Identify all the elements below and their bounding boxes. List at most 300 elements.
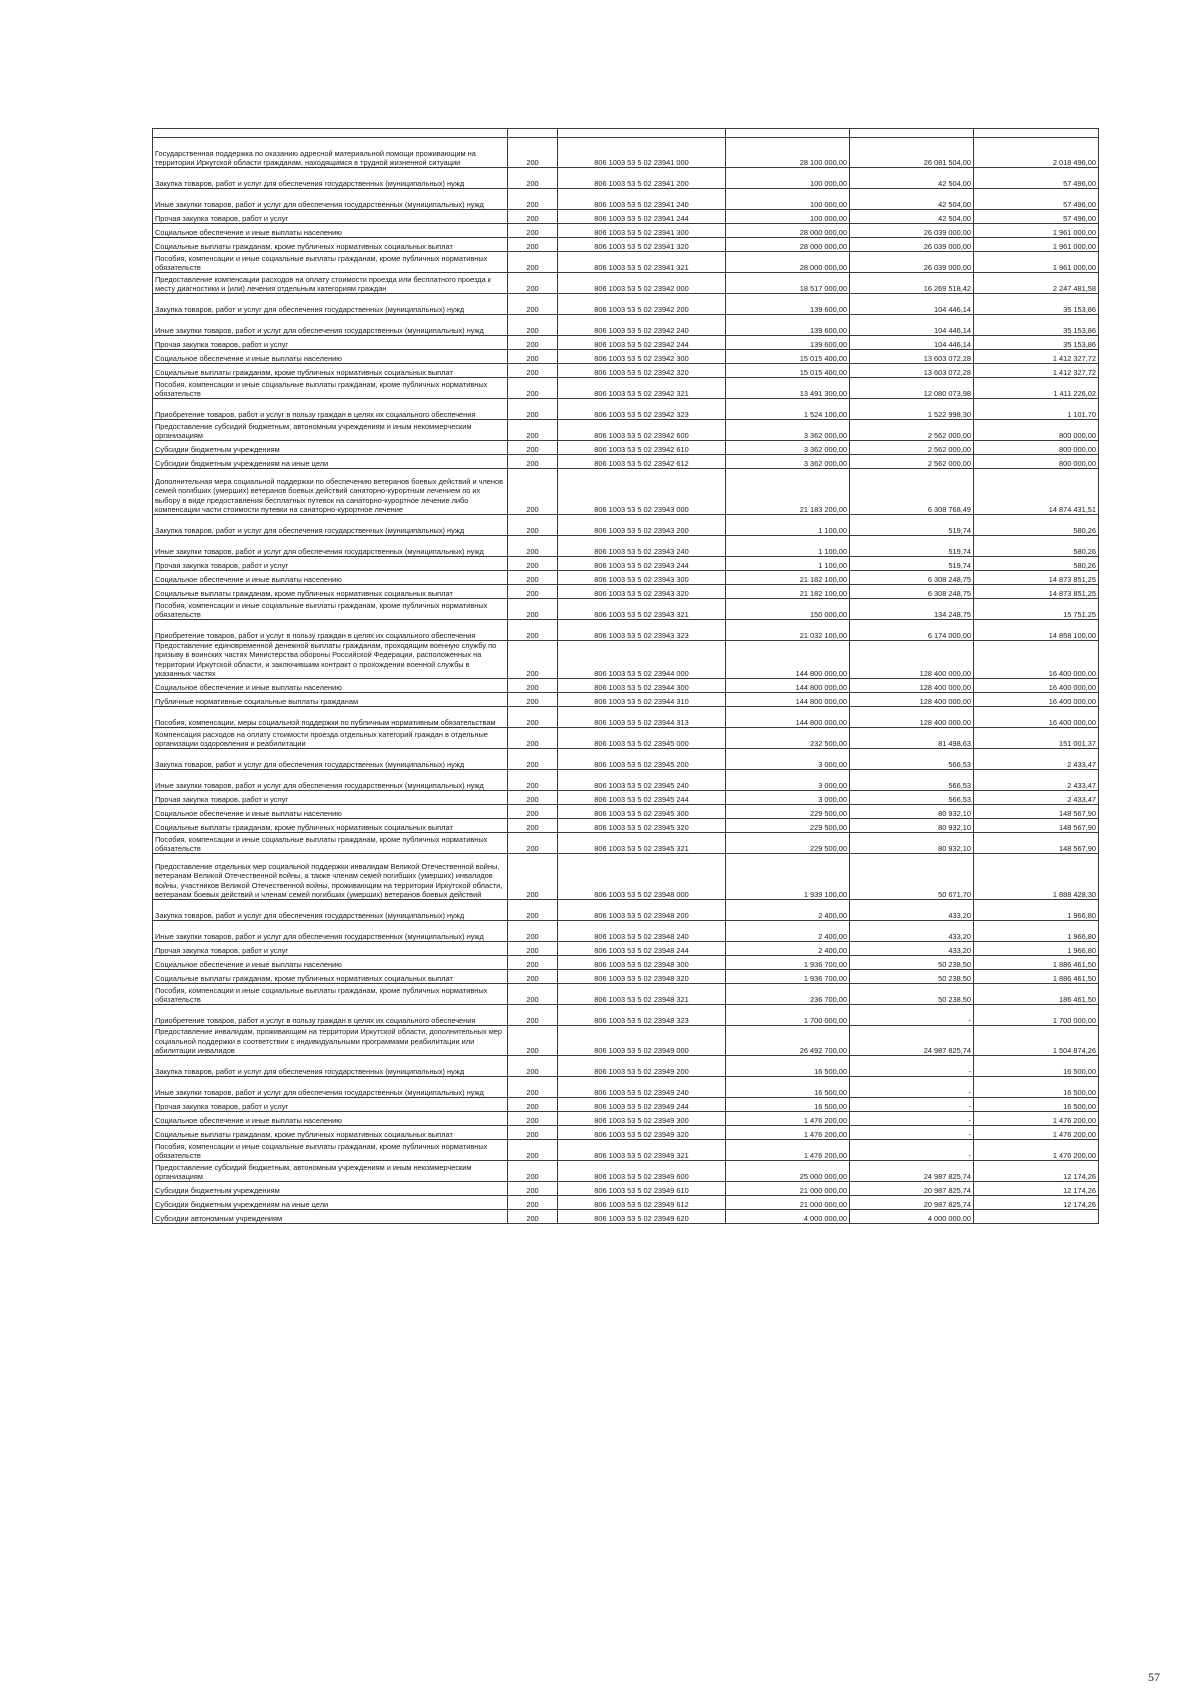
cell-unexecuted-amount: 2 018 496,00: [974, 138, 1099, 168]
cell-line-code: 200: [508, 1056, 558, 1077]
table-row: [153, 900, 1099, 921]
cell-executed-amount: 42 504,00: [850, 210, 974, 224]
cell-executed-amount: 4 000 000,00: [850, 1210, 974, 1224]
cell-budget-classification-code: 806 1003 53 5 02 23942 000: [558, 273, 726, 294]
cell-line-code: 200: [508, 1005, 558, 1026]
table-row: [153, 1196, 1099, 1210]
table-row: [153, 942, 1099, 956]
table-row: [153, 252, 1099, 273]
cell-executed-amount: -: [850, 1005, 974, 1026]
cell-executed-amount: 104 446,14: [850, 336, 974, 350]
cell-line-code: 200: [508, 641, 558, 679]
cell-line-code: 200: [508, 942, 558, 956]
cell-unexecuted-amount: 14 873 851,25: [974, 571, 1099, 585]
cell-budget-classification-code: 806 1003 53 5 02 23941 320: [558, 238, 726, 252]
table-row: [153, 679, 1099, 693]
cell-approved-amount: 1 476 200,00: [726, 1112, 850, 1126]
cell-name: Пособия, компенсации и иные социальные выплаты гражданам, кроме публичных нормативных обязательств: [153, 833, 508, 854]
cell-unexecuted-amount: 800 000,00: [974, 455, 1099, 469]
cell-executed-amount: 1 522 998,30: [850, 399, 974, 420]
cell-budget-classification-code: 806 1003 53 5 02 23949 000: [558, 1026, 726, 1056]
cell-name: Приобретение товаров, работ и услуг в пользу граждан в целях их социального обеспечения: [153, 399, 508, 420]
cell-executed-amount: 80 932,10: [850, 819, 974, 833]
cell-name: Предоставление отдельных мер социальной поддержки инвалидам Великой Отечественной войны, ветеранам Великой Отечественной войны, а также членам семей погибших (умерших) инвалидов войны, участников Великой Отечественной войны, проживающим на территории Иркутской области, ветеранам боевых действий и членам семей погибших (умерших) ветеранов боевых действий: [153, 854, 508, 900]
table-row: [153, 455, 1099, 469]
table-row: [153, 1056, 1099, 1077]
cell-executed-amount: 433,20: [850, 921, 974, 942]
cell-line-code: 200: [508, 1140, 558, 1161]
cell-name: Закупка товаров, работ и услуг для обеспечения государственных (муниципальных) нужд: [153, 900, 508, 921]
table-row: [153, 854, 1099, 900]
cell-executed-amount: 50 238,50: [850, 956, 974, 970]
cell-line-code: 200: [508, 921, 558, 942]
table-row: [153, 1210, 1099, 1224]
cell-name: Иные закупки товаров, работ и услуг для обеспечения государственных (муниципальных) нужд: [153, 921, 508, 942]
cell-approved-amount: 3 362 000,00: [726, 441, 850, 455]
cell-approved-amount: 229 500,00: [726, 819, 850, 833]
cell-unexecuted-amount: 57 496,00: [974, 168, 1099, 189]
cell-line-code: 200: [508, 378, 558, 399]
cell-line-code: 200: [508, 1196, 558, 1210]
cell-approved-amount: 139 600,00: [726, 294, 850, 315]
cell-unexecuted-amount: 1 886 461,50: [974, 956, 1099, 970]
cell-line-code: 200: [508, 900, 558, 921]
cell-budget-classification-code: 806 1003 53 5 02 23949 612: [558, 1196, 726, 1210]
cell-unexecuted-amount: 2 247 481,58: [974, 273, 1099, 294]
table-row: [153, 819, 1099, 833]
cell-budget-classification-code: 806 1003 53 5 02 23945 200: [558, 749, 726, 770]
cell-budget-classification-code: 806 1003 53 5 02 23942 610: [558, 441, 726, 455]
cell-executed-amount: 566,53: [850, 749, 974, 770]
cell-line-code: 200: [508, 791, 558, 805]
cell-budget-classification-code: 806 1003 53 5 02 23948 000: [558, 854, 726, 900]
cell-unexecuted-amount: 57 496,00: [974, 210, 1099, 224]
cell-unexecuted-amount: 1 966,80: [974, 900, 1099, 921]
cell-budget-classification-code: 806 1003 53 5 02 23949 610: [558, 1182, 726, 1196]
cell-approved-amount: 13 491 300,00: [726, 378, 850, 399]
cell-unexecuted-amount: 16 500,00: [974, 1077, 1099, 1098]
cell-name: Дополнительная мера социальной поддержки по обеспечению ветеранов боевых действий и членов семей погибших (умерших) ветеранов боевых действий санаторно-курортным лечением по их выбору в виде предоставления бесплатных путевок на санаторно-курортное лечение либо компенсации части стоимости путевки на санаторно-курортное лечение: [153, 469, 508, 515]
cell-line-code: 200: [508, 210, 558, 224]
cell-line-code: 200: [508, 441, 558, 455]
table-row: [153, 599, 1099, 620]
cell-approved-amount: 2 400,00: [726, 942, 850, 956]
cell-empty: [508, 129, 558, 138]
cell-empty: [558, 129, 726, 138]
cell-approved-amount: 15 015 400,00: [726, 364, 850, 378]
cell-name: Прочая закупка товаров, работ и услуг: [153, 942, 508, 956]
cell-unexecuted-amount: 2 433,47: [974, 770, 1099, 791]
table-row: [153, 1098, 1099, 1112]
cell-budget-classification-code: 806 1003 53 5 02 23945 321: [558, 833, 726, 854]
cell-executed-amount: 26 039 000,00: [850, 224, 974, 238]
table-row: [153, 1005, 1099, 1026]
cell-name: Социальные выплаты гражданам, кроме публичных нормативных социальных выплат: [153, 970, 508, 984]
cell-name: Прочая закупка товаров, работ и услуг: [153, 336, 508, 350]
cell-name: Предоставление единовременной денежной выплаты гражданам, проходящим военную службу по призыву в воинских частях Министерства обороны Российской Федерации, расположенных на территории Иркутской области, и заключившим контракт о прохождении военной службы в указанных частях: [153, 641, 508, 679]
cell-name: Иные закупки товаров, работ и услуг для обеспечения государственных (муниципальных) нужд: [153, 770, 508, 791]
cell-budget-classification-code: 806 1003 53 5 02 23942 320: [558, 364, 726, 378]
cell-budget-classification-code: 806 1003 53 5 02 23942 300: [558, 350, 726, 364]
cell-approved-amount: 28 000 000,00: [726, 224, 850, 238]
cell-budget-classification-code: 806 1003 53 5 02 23945 320: [558, 819, 726, 833]
cell-line-code: 200: [508, 693, 558, 707]
cell-unexecuted-amount: 57 496,00: [974, 189, 1099, 210]
cell-executed-amount: 80 932,10: [850, 833, 974, 854]
cell-name: Социальное обеспечение и иные выплаты населению: [153, 571, 508, 585]
cell-line-code: 200: [508, 252, 558, 273]
cell-budget-classification-code: 806 1003 53 5 02 23949 200: [558, 1056, 726, 1077]
table-row: [153, 641, 1099, 679]
table-row: [153, 399, 1099, 420]
cell-approved-amount: 3 362 000,00: [726, 455, 850, 469]
cell-executed-amount: 128 400 000,00: [850, 707, 974, 728]
cell-approved-amount: 16 500,00: [726, 1056, 850, 1077]
cell-executed-amount: 26 039 000,00: [850, 252, 974, 273]
cell-executed-amount: 104 446,14: [850, 294, 974, 315]
cell-approved-amount: 1 700 000,00: [726, 1005, 850, 1026]
cell-executed-amount: 13 603 072,28: [850, 350, 974, 364]
cell-budget-classification-code: 806 1003 53 5 02 23944 000: [558, 641, 726, 679]
cell-line-code: 200: [508, 956, 558, 970]
cell-name: Пособия, компенсации и иные социальные выплаты гражданам, кроме публичных нормативных обязательств: [153, 378, 508, 399]
table-row: [153, 189, 1099, 210]
table-row: [153, 294, 1099, 315]
cell-unexecuted-amount: 1 412 327,72: [974, 364, 1099, 378]
cell-name: Государственная поддержка по оказанию адресной материальной помощи проживающим на территории Иркутской области гражданам, находящимся в трудной жизненной ситуации: [153, 138, 508, 168]
cell-approved-amount: 229 500,00: [726, 805, 850, 819]
table-row: [153, 557, 1099, 571]
cell-line-code: 200: [508, 455, 558, 469]
cell-executed-amount: 20 987 825,74: [850, 1182, 974, 1196]
table-row: [153, 210, 1099, 224]
cell-line-code: 200: [508, 138, 558, 168]
cell-approved-amount: 1 100,00: [726, 557, 850, 571]
cell-approved-amount: 232 500,00: [726, 728, 850, 749]
cell-unexecuted-amount: 1 961 000,00: [974, 238, 1099, 252]
cell-approved-amount: 18 517 000,00: [726, 273, 850, 294]
cell-line-code: 200: [508, 679, 558, 693]
table-row: [153, 515, 1099, 536]
cell-name: Иные закупки товаров, работ и услуг для обеспечения государственных (муниципальных) нужд: [153, 536, 508, 557]
cell-executed-amount: 134 248,75: [850, 599, 974, 620]
cell-approved-amount: 1 476 200,00: [726, 1126, 850, 1140]
cell-name: Предоставление компенсации расходов на оплату стоимости проезда или бесплатного проезда к месту диагностики и (или) лечения отдельным категориям граждан: [153, 273, 508, 294]
cell-budget-classification-code: 806 1003 53 5 02 23941 300: [558, 224, 726, 238]
cell-budget-classification-code: 806 1003 53 5 02 23943 200: [558, 515, 726, 536]
cell-approved-amount: 3 000,00: [726, 791, 850, 805]
cell-name: Социальное обеспечение и иные выплаты населению: [153, 805, 508, 819]
cell-unexecuted-amount: 1 101,70: [974, 399, 1099, 420]
cell-line-code: 200: [508, 1077, 558, 1098]
cell-unexecuted-amount: 1 700 000,00: [974, 1005, 1099, 1026]
cell-executed-amount: 80 932,10: [850, 805, 974, 819]
cell-budget-classification-code: 806 1003 53 5 02 23948 200: [558, 900, 726, 921]
table-row: [153, 749, 1099, 770]
cell-approved-amount: 1 936 700,00: [726, 956, 850, 970]
table-row: [153, 1140, 1099, 1161]
cell-approved-amount: 25 000 000,00: [726, 1161, 850, 1182]
table-row: [153, 833, 1099, 854]
cell-line-code: 200: [508, 854, 558, 900]
cell-unexecuted-amount: 800 000,00: [974, 441, 1099, 455]
cell-unexecuted-amount: 16 500,00: [974, 1056, 1099, 1077]
cell-approved-amount: 1 100,00: [726, 536, 850, 557]
cell-line-code: 200: [508, 1112, 558, 1126]
cell-name: Публичные нормативные социальные выплаты гражданам: [153, 693, 508, 707]
cell-executed-amount: 6 308 248,75: [850, 585, 974, 599]
table-row: [153, 378, 1099, 399]
cell-executed-amount: 566,53: [850, 791, 974, 805]
cell-name: Субсидии автономным учреждениям: [153, 1210, 508, 1224]
table-row: [153, 1077, 1099, 1098]
cell-budget-classification-code: 806 1003 53 5 02 23948 240: [558, 921, 726, 942]
cell-approved-amount: 16 500,00: [726, 1098, 850, 1112]
cell-name: Прочая закупка товаров, работ и услуг: [153, 1098, 508, 1112]
cell-unexecuted-amount: 14 858 100,00: [974, 620, 1099, 641]
cell-name: Субсидии бюджетным учреждениям на иные цели: [153, 1196, 508, 1210]
table-row: [153, 970, 1099, 984]
cell-unexecuted-amount: 16 400 000,00: [974, 693, 1099, 707]
cell-approved-amount: 229 500,00: [726, 833, 850, 854]
cell-unexecuted-amount: 14 873 851,25: [974, 585, 1099, 599]
cell-approved-amount: 144 800 000,00: [726, 707, 850, 728]
cell-line-code: 200: [508, 399, 558, 420]
cell-approved-amount: 144 800 000,00: [726, 693, 850, 707]
cell-line-code: 200: [508, 557, 558, 571]
cell-unexecuted-amount: 16 500,00: [974, 1098, 1099, 1112]
table-row: [153, 1026, 1099, 1056]
cell-executed-amount: -: [850, 1077, 974, 1098]
cell-empty: [726, 129, 850, 138]
table-row: [153, 728, 1099, 749]
cell-budget-classification-code: 806 1003 53 5 02 23943 244: [558, 557, 726, 571]
cell-executed-amount: 13 603 072,28: [850, 364, 974, 378]
cell-approved-amount: 1 100,00: [726, 515, 850, 536]
cell-name: Пособия, компенсации и иные социальные выплаты гражданам, кроме публичных нормативных обязательств: [153, 252, 508, 273]
cell-approved-amount: 28 000 000,00: [726, 238, 850, 252]
cell-line-code: 200: [508, 1161, 558, 1182]
cell-unexecuted-amount: 16 400 000,00: [974, 679, 1099, 693]
cell-budget-classification-code: 806 1003 53 5 02 23949 620: [558, 1210, 726, 1224]
table-row: [153, 420, 1099, 441]
cell-approved-amount: 21 032 100,00: [726, 620, 850, 641]
table-row: [153, 224, 1099, 238]
cell-executed-amount: -: [850, 1140, 974, 1161]
table-body: [153, 129, 1099, 1224]
cell-executed-amount: 24 987 825,74: [850, 1161, 974, 1182]
cell-unexecuted-amount: 1 961 000,00: [974, 252, 1099, 273]
cell-executed-amount: 12 080 073,98: [850, 378, 974, 399]
cell-executed-amount: 519,74: [850, 536, 974, 557]
cell-executed-amount: 104 446,14: [850, 315, 974, 336]
cell-name: Закупка товаров, работ и услуг для обеспечения государственных (муниципальных) нужд: [153, 1056, 508, 1077]
cell-approved-amount: 1 939 100,00: [726, 854, 850, 900]
cell-unexecuted-amount: 14 874 431,51: [974, 469, 1099, 515]
cell-unexecuted-amount: 800 000,00: [974, 420, 1099, 441]
cell-budget-classification-code: 806 1003 53 5 02 23945 300: [558, 805, 726, 819]
cell-executed-amount: 24 987 825,74: [850, 1026, 974, 1056]
cell-unexecuted-amount: 12 174,26: [974, 1196, 1099, 1210]
cell-line-code: 200: [508, 515, 558, 536]
cell-line-code: 200: [508, 273, 558, 294]
cell-unexecuted-amount: 1 961 000,00: [974, 224, 1099, 238]
page-number: 57: [1148, 1670, 1160, 1684]
cell-line-code: 200: [508, 336, 558, 350]
cell-approved-amount: 28 100 000,00: [726, 138, 850, 168]
budget-execution-table: [152, 128, 1099, 1224]
cell-executed-amount: 26 081 504,00: [850, 138, 974, 168]
cell-unexecuted-amount: 1 966,80: [974, 942, 1099, 956]
table-row: [153, 620, 1099, 641]
cell-budget-classification-code: 806 1003 53 5 02 23945 240: [558, 770, 726, 791]
cell-line-code: 200: [508, 1126, 558, 1140]
cell-name: Иные закупки товаров, работ и услуг для обеспечения государственных (муниципальных) нужд: [153, 189, 508, 210]
cell-approved-amount: 100 000,00: [726, 210, 850, 224]
cell-name: Прочая закупка товаров, работ и услуг: [153, 557, 508, 571]
cell-budget-classification-code: 806 1003 53 5 02 23948 300: [558, 956, 726, 970]
cell-line-code: 200: [508, 749, 558, 770]
cell-budget-classification-code: 806 1003 53 5 02 23943 000: [558, 469, 726, 515]
table-row: [153, 1161, 1099, 1182]
cell-approved-amount: 2 400,00: [726, 900, 850, 921]
table-row: [153, 273, 1099, 294]
cell-executed-amount: 50 671,70: [850, 854, 974, 900]
cell-budget-classification-code: 806 1003 53 5 02 23942 612: [558, 455, 726, 469]
cell-approved-amount: 2 400,00: [726, 921, 850, 942]
cell-line-code: 200: [508, 984, 558, 1005]
cell-approved-amount: 16 500,00: [726, 1077, 850, 1098]
cell-budget-classification-code: 806 1003 53 5 02 23941 000: [558, 138, 726, 168]
cell-budget-classification-code: 806 1003 53 5 02 23943 300: [558, 571, 726, 585]
cell-line-code: 200: [508, 571, 558, 585]
table-row: [153, 984, 1099, 1005]
cell-name: Пособия, компенсации и иные социальные выплаты гражданам, кроме публичных нормативных обязательств: [153, 599, 508, 620]
cell-line-code: 200: [508, 1182, 558, 1196]
cell-unexecuted-amount: 1 966,80: [974, 921, 1099, 942]
cell-approved-amount: 1 936 700,00: [726, 970, 850, 984]
table-row: [153, 585, 1099, 599]
cell-name: Субсидии бюджетным учреждениям: [153, 1182, 508, 1196]
cell-name: Закупка товаров, работ и услуг для обеспечения государственных (муниципальных) нужд: [153, 749, 508, 770]
cell-name: Прочая закупка товаров, работ и услуг: [153, 210, 508, 224]
cell-unexecuted-amount: 15 751,25: [974, 599, 1099, 620]
cell-unexecuted-amount: 35 153,86: [974, 294, 1099, 315]
cell-approved-amount: 1 524 100,00: [726, 399, 850, 420]
cell-budget-classification-code: 806 1003 53 5 02 23944 313: [558, 707, 726, 728]
cell-line-code: 200: [508, 770, 558, 791]
cell-budget-classification-code: 806 1003 53 5 02 23941 200: [558, 168, 726, 189]
cell-budget-classification-code: 806 1003 53 5 02 23949 240: [558, 1077, 726, 1098]
cell-line-code: 200: [508, 364, 558, 378]
cell-name: Пособия, компенсации и иные социальные выплаты гражданам, кроме публичных нормативных обязательств: [153, 984, 508, 1005]
cell-name: Приобретение товаров, работ и услуг в пользу граждан в целях их социального обеспечения: [153, 620, 508, 641]
cell-unexecuted-amount: 1 888 428,30: [974, 854, 1099, 900]
cell-budget-classification-code: 806 1003 53 5 02 23948 321: [558, 984, 726, 1005]
cell-name: Субсидии бюджетным учреждениям: [153, 441, 508, 455]
cell-line-code: 200: [508, 728, 558, 749]
cell-approved-amount: 100 000,00: [726, 168, 850, 189]
table-row: [153, 350, 1099, 364]
table-row: [153, 921, 1099, 942]
cell-executed-amount: -: [850, 1098, 974, 1112]
cell-approved-amount: 3 000,00: [726, 770, 850, 791]
cell-name: Социальное обеспечение и иные выплаты населению: [153, 1112, 508, 1126]
table-row: [153, 1182, 1099, 1196]
cell-unexecuted-amount: 151 001,37: [974, 728, 1099, 749]
cell-executed-amount: -: [850, 1126, 974, 1140]
table-row: [153, 956, 1099, 970]
cell-approved-amount: 15 015 400,00: [726, 350, 850, 364]
table-row: [153, 336, 1099, 350]
cell-budget-classification-code: 806 1003 53 5 02 23949 600: [558, 1161, 726, 1182]
cell-executed-amount: 42 504,00: [850, 168, 974, 189]
cell-budget-classification-code: 806 1003 53 5 02 23949 300: [558, 1112, 726, 1126]
table-row: [153, 707, 1099, 728]
cell-approved-amount: 1 476 200,00: [726, 1140, 850, 1161]
table-row: [153, 805, 1099, 819]
cell-approved-amount: 21 183 200,00: [726, 469, 850, 515]
cell-budget-classification-code: 806 1003 53 5 02 23944 300: [558, 679, 726, 693]
table-row: [153, 693, 1099, 707]
cell-executed-amount: 6 174 000,00: [850, 620, 974, 641]
cell-budget-classification-code: 806 1003 53 5 02 23945 244: [558, 791, 726, 805]
cell-executed-amount: 26 039 000,00: [850, 238, 974, 252]
cell-approved-amount: 139 600,00: [726, 315, 850, 336]
cell-empty: [153, 129, 508, 138]
cell-name: Закупка товаров, работ и услуг для обеспечения государственных (муниципальных) нужд: [153, 168, 508, 189]
cell-line-code: 200: [508, 585, 558, 599]
table-row: [153, 770, 1099, 791]
cell-line-code: 200: [508, 420, 558, 441]
cell-unexecuted-amount: 580,26: [974, 557, 1099, 571]
cell-executed-amount: 519,74: [850, 515, 974, 536]
cell-line-code: 200: [508, 620, 558, 641]
table-row: [153, 469, 1099, 515]
cell-line-code: 200: [508, 350, 558, 364]
cell-line-code: 200: [508, 599, 558, 620]
cell-unexecuted-amount: 1 476 200,00: [974, 1126, 1099, 1140]
cell-name: Социальные выплаты гражданам, кроме публичных нормативных социальных выплат: [153, 364, 508, 378]
cell-unexecuted-amount: 35 153,86: [974, 315, 1099, 336]
table-row: [153, 441, 1099, 455]
cell-approved-amount: 3 000,00: [726, 749, 850, 770]
cell-executed-amount: 16 269 518,42: [850, 273, 974, 294]
table-row: [153, 791, 1099, 805]
cell-name: Социальные выплаты гражданам, кроме публичных нормативных социальных выплат: [153, 1126, 508, 1140]
cell-budget-classification-code: 806 1003 53 5 02 23942 200: [558, 294, 726, 315]
cell-approved-amount: 236 700,00: [726, 984, 850, 1005]
table-row: [153, 536, 1099, 557]
cell-executed-amount: 128 400 000,00: [850, 679, 974, 693]
cell-line-code: 200: [508, 168, 558, 189]
cell-name: Предоставление инвалидам, проживающим на территории Иркутской области, дополнительных мер социальной поддержки в соответствии с индивидуальными программами реабилитации или абилитации инвалидов: [153, 1026, 508, 1056]
cell-line-code: 200: [508, 238, 558, 252]
cell-budget-classification-code: 806 1003 53 5 02 23942 244: [558, 336, 726, 350]
cell-budget-classification-code: 806 1003 53 5 02 23941 240: [558, 189, 726, 210]
cell-executed-amount: -: [850, 1056, 974, 1077]
cell-unexecuted-amount: 12 174,26: [974, 1182, 1099, 1196]
cell-executed-amount: 519,74: [850, 557, 974, 571]
cell-executed-amount: 42 504,00: [850, 189, 974, 210]
cell-executed-amount: 81 498,63: [850, 728, 974, 749]
cell-executed-amount: 128 400 000,00: [850, 641, 974, 679]
cell-approved-amount: 100 000,00: [726, 189, 850, 210]
cell-line-code: 200: [508, 315, 558, 336]
cell-approved-amount: 21 000 000,00: [726, 1196, 850, 1210]
cell-executed-amount: 50 238,50: [850, 984, 974, 1005]
cell-unexecuted-amount: [974, 1210, 1099, 1224]
